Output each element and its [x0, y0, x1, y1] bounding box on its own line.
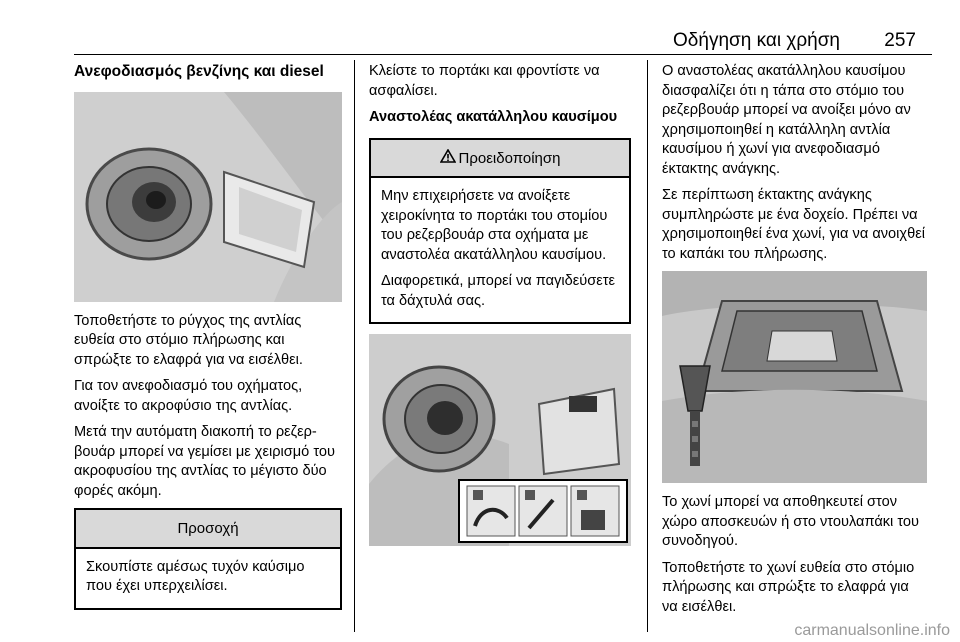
page-header — [0, 0, 960, 60]
caution-text: Σκουπίστε αμέσως τυχόν καύσιμο που έχει υπερχειλίσει. — [86, 558, 305, 594]
paragraph: Κλείστε το πορτάκι και φροντίστε να ασφαλίσει. — [369, 63, 600, 99]
header-rule — [74, 54, 932, 55]
paragraph: Σε περίπτωση έκτακτης ανάγκης συμπληρώστε με ένα δοχείο. Πρέπει να χρησιμοποιηθεί ένα χωνί, για να ανοιχθεί το καπάκι του πλήρωσης. — [662, 187, 925, 262]
fuel-filler-door-illustration — [74, 92, 342, 302]
warning-text: Μην επιχειρήσετε να ανοίξετε χειροκίνητα το πορτάκι του στομίου του ρεζερβουάρ στα οχήματα με αναστολέα ακατάλληλου καυσίμου. — [381, 188, 608, 263]
column-divider-1 — [354, 60, 355, 632]
column-divider-2 — [647, 60, 648, 632]
sub-title: Αναστολέας ακατάλληλου καυσίμου — [369, 109, 618, 125]
column-2 — [369, 62, 631, 556]
column-1 — [74, 62, 342, 620]
warning-text: Διαφορετικά, μπορεί να παγιδεύσετε τα δάχτυλά σας. — [381, 273, 615, 309]
warning-triangle-icon — [440, 149, 456, 169]
column-3 — [662, 62, 927, 624]
caution-title: Προσοχή — [76, 510, 340, 549]
paragraph: Τοποθετήστε το χωνί ευθεία στο στόμιο πλήρωσης και σπρώξτε το ελαφρά για να εισέλθει. — [662, 559, 915, 615]
warning-title: Προειδοποίηση — [458, 149, 561, 167]
page-number: 257 — [884, 30, 916, 51]
paragraph: Ο αναστολέας ακατάλληλου καυσίμου διασφαλίζει ότι η τάπα στο στόμιο του ρεζερβουάρ μπορεί να ανοίξει μόνο αν χρησιμοποιηθεί η κατάλληλη αντλία καυσίμου ή χωνί για ανεφοδιασμό έκτακτης ανάγκης. — [662, 63, 911, 177]
paragraph: Το χωνί μπορεί να αποθηκευτεί στον χώρο αποσκευών ή στο ντουλαπάκι του συνοδηγού. — [662, 494, 920, 549]
paragraph: Για τον ανεφοδιασμό του οχήματος, ανοίξτε το ακροφύσιο της αντλίας. — [74, 378, 303, 414]
section-title: Ανεφοδιασμός βενζίνης και diesel — [74, 63, 324, 80]
caution-box — [74, 508, 342, 610]
paragraph: Τοποθετήστε το ρύγχος της αντλίας ευθεία στο στόμιο πλήρωσης και σπρώξτε το ελαφρά για να εισέλθει. — [74, 312, 303, 368]
funnel-storage-illustration — [662, 271, 927, 483]
header-title: Οδήγηση και χρήση — [673, 30, 840, 51]
misfuel-inhibitor-illustration — [369, 334, 631, 546]
watermark: carmanualsonline.info — [794, 622, 950, 639]
warning-box — [369, 138, 631, 325]
paragraph: Μετά την αυτόματη διακοπή το ρεζερβουάρ μπορεί να γεμίσει με χειρισμό του ακροφυσίου της αντλίας το μέγιστο δύο φορές ακόμη. — [74, 424, 335, 499]
warning-header — [371, 140, 629, 179]
